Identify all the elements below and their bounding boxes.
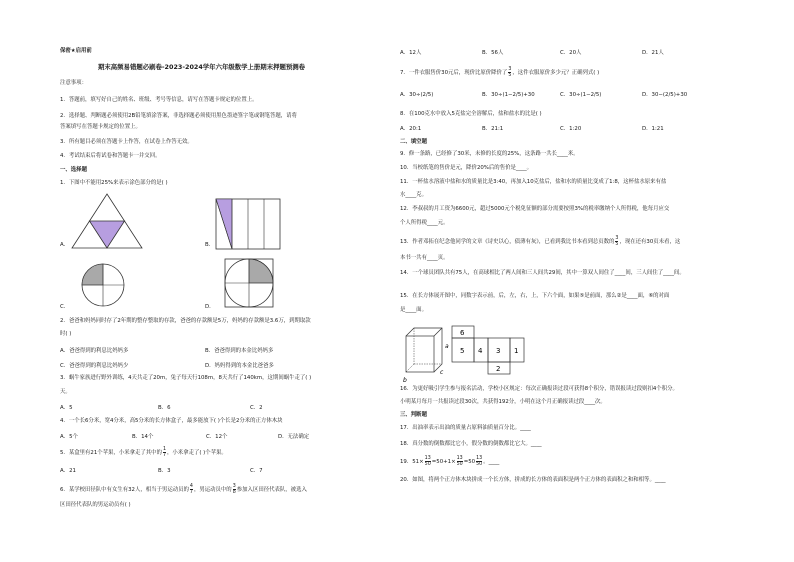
- question-6: [60, 484, 307, 495]
- question-19: [400, 456, 499, 467]
- question-2-cont: 时( ): [60, 331, 72, 337]
- numerator: 13: [456, 456, 463, 461]
- question-13-cont: 本书一共有____页。: [400, 255, 449, 261]
- numerator: 3: [615, 236, 619, 241]
- q13-text-2: ，现在还有30页未看，这: [619, 239, 681, 245]
- question-10: 10．当校纸笔的售价是元，降价20%后的售价是____。: [400, 165, 533, 171]
- question-13: [400, 236, 680, 247]
- q1-option-d: D．: [205, 304, 215, 310]
- q6-text-3: 参加入区田径代表队，被选入: [236, 487, 307, 493]
- question-1: 1．下图中不能用25%来表示涂色部分的是( ): [60, 180, 168, 186]
- q4-option-c: C．12个: [206, 434, 228, 440]
- question-18: 18．真分数的倒数都比它小，假分数的倒数都比它大。____: [400, 441, 542, 447]
- notice-item: 3．所有题目必须在答题卡上作答，在试卷上作答无效。: [60, 139, 193, 145]
- q8-option-d: D．1:21: [642, 126, 664, 132]
- q6-text: 6．某学校田径队中有女生有32人，相当于男运动员的: [60, 487, 189, 493]
- q4-option-d: D．无法确定: [278, 434, 310, 440]
- fraction: [163, 447, 166, 458]
- q7-option-a: A．30÷(2/5): [400, 92, 434, 98]
- fraction: [476, 456, 482, 467]
- question-20: 20．如图，将两个正方体木块拼成一个长方体，拼成的长方体的表面积是两个正方体的表面积之和和相等。____: [400, 477, 666, 483]
- section-fill: 二、填空题: [400, 139, 427, 145]
- q7-option-c: C．30÷(1−2/5): [560, 92, 602, 98]
- question-6-cont: 区田径代表队的男运动员有( ): [60, 502, 131, 508]
- q6-option-a: A．12人: [400, 50, 422, 56]
- q7-option-d: D．30−(2/5)+30: [642, 92, 688, 98]
- fraction: [233, 484, 236, 495]
- question-11: 11．一杯盐水溶液中盐和水的质量比是3:40，再加入10克盐后，盐和水的质量比变成了1:8，这杯盐水原来有盐: [400, 179, 667, 185]
- denominator: 7: [189, 490, 193, 495]
- notice-heading: 注意事项：: [60, 80, 87, 86]
- question-17: 17．出油率表示出油的质量占原料油质量百分比。____: [400, 425, 531, 431]
- section-choice: 一、选择题: [60, 167, 87, 173]
- notice-item: 1．答题前，填写好自己的姓名、班级、考号等信息，请写在答题卡规定的位置上。: [60, 97, 258, 103]
- q19-text: 19．51×: [400, 459, 424, 465]
- q19-text-2: =50+1×: [431, 459, 456, 465]
- q1-option-c: C．: [60, 304, 70, 310]
- denominator: 50: [456, 462, 463, 467]
- q6-text-2: ，男运动员中的: [193, 487, 232, 493]
- question-5: [60, 447, 227, 458]
- notice-item: 答案填写在答题卡规定的位置上。: [60, 124, 141, 130]
- denominator: 5: [615, 242, 619, 247]
- q5-option-c: C．7: [250, 468, 263, 474]
- q2-option-d: D．妈妈得到的本金比爸爸多: [205, 363, 274, 369]
- denominator: 7: [162, 453, 166, 458]
- q3-option-c: C．2: [250, 405, 263, 411]
- question-15-cont: 是____面。: [400, 307, 427, 313]
- q13-text: 13．作者邓拓在纪念他同学的文章《诗史以心，债薄有灰》，已看到我比书本看到总页数的: [400, 239, 615, 245]
- q19-text-3: =50: [463, 459, 476, 465]
- q5-option-b: B．3: [158, 468, 171, 474]
- q6-option-b: B．56人: [482, 50, 504, 56]
- q2-option-b: B．爸爸得到的本金比妈妈多: [205, 348, 274, 354]
- numerator: 13: [476, 456, 483, 461]
- q1-option-b: B．: [205, 242, 215, 248]
- q6-option-c: C．20人: [560, 50, 582, 56]
- cuboid-net-figure: [400, 322, 540, 384]
- triangle-figure: [70, 192, 144, 250]
- q8-option-b: B．21:1: [482, 126, 504, 132]
- denominator: 50: [424, 462, 431, 467]
- net-face-4: 4: [478, 347, 483, 355]
- notice-item: 2．选择题、判断题必须使用2B铅笔填涂答案，非选择题必须使用黑色墨迹签字笔或钢笔答题，请将: [60, 113, 297, 119]
- question-2: 2．爸爸和妈妈同时存了2年期的整存整取的存款，爸爸的存款额是5万，妈妈的存款额是3.6万，到期取款: [60, 318, 311, 324]
- question-14: 14．一个球员团队共有75人，在高球相比了两人间和三人间共29间，其中一算双人间住了____间，三人间住了____间。: [400, 270, 685, 276]
- label-b: b: [403, 377, 407, 384]
- q8-option-a: A．20:1: [400, 126, 422, 132]
- q6-option-d: D．21人: [642, 50, 664, 56]
- net-face-2: 2: [496, 365, 501, 373]
- question-12: 12．李叔叔的月工资为6600元，超过5000元个税免征额的部分需要按照3%的税率缴纳个人所得税，他每月应交: [400, 206, 670, 212]
- q5-text: 5．某盒里有21个苹果，小米拿走了其中的: [60, 450, 162, 456]
- page-title: 期末高频易错题必刷卷-2023-2024学年六年级数学上册期末押题预测卷: [98, 63, 306, 71]
- fraction: [457, 456, 463, 467]
- net-face-1: 1: [514, 347, 519, 355]
- question-15: 15．在长方体展开图中，同数字表示前，后，左，右，上，下六个面，如果⑤是前面，那么②是____面，⑥的对面: [400, 293, 670, 299]
- q2-option-a: A．爸爸得到的利息比妈妈多: [60, 348, 129, 354]
- fraction: [508, 67, 511, 78]
- net-face-5: 5: [460, 347, 465, 355]
- question-11-cont: 水____克。: [400, 192, 427, 198]
- rectangle-figure: [215, 198, 281, 250]
- question-3: 3．蜗牛家族进行野外训练，4天共走了20m，兔子每天行108m，8天共行了140km，这期间蜗牛走了( ): [60, 375, 312, 381]
- question-3-cont: 天。: [60, 389, 71, 395]
- numerator: 4: [189, 484, 193, 489]
- net-face-3: 3: [496, 347, 501, 355]
- q3-option-a: A．5: [60, 405, 73, 411]
- numerator: 3: [232, 484, 236, 489]
- question-16: 16．为更好吸引学生参与报名活动，学校小区规定：每次正确报读过段可获得8个积分，错误报读过段则扣4个积分。: [400, 386, 678, 392]
- denominator: 5: [508, 73, 512, 78]
- q1-option-a: A．: [60, 242, 70, 248]
- question-8: 8．在100克水中放入5克盐完全溶解后，盐和盐水的比是( ): [400, 111, 542, 117]
- denominator: 8: [232, 490, 236, 495]
- numerator: 1: [162, 447, 166, 452]
- numerator: 13: [424, 456, 431, 461]
- label-a: a: [445, 343, 449, 350]
- notice-item: 4．考试结束后将试卷和答题卡一并交回。: [60, 153, 161, 159]
- q7-option-b: B．30÷(1−2/5)+30: [482, 92, 535, 98]
- question-16-cont: 小明某月每月一共报读过段30次，共获得192分，小明在这个月正确报读过段____次。: [400, 399, 606, 405]
- numerator: 3: [508, 67, 512, 72]
- fraction: [190, 484, 193, 495]
- question-12-cont: 个人所得税____元。: [400, 220, 449, 226]
- q7-text-2: ，这件衣服原价多少元？正确列式( ): [512, 70, 600, 76]
- question-7: [400, 67, 599, 78]
- denominator: 50: [476, 462, 483, 467]
- q19-text-4: 。____: [483, 459, 500, 465]
- q2-option-c: C．爸爸得到的利息比妈妈少: [60, 363, 129, 369]
- q8-option-c: C．1:20: [560, 126, 582, 132]
- q4-option-b: B．14个: [132, 434, 154, 440]
- q7-text: 7．一件衣服售价30元后，现价比原价降价了: [400, 70, 508, 76]
- q3-option-b: B．6: [158, 405, 171, 411]
- net-face-6: 6: [460, 329, 465, 337]
- label-c: c: [440, 369, 444, 376]
- fraction: [425, 456, 431, 467]
- q4-option-a: A．5个: [60, 434, 78, 440]
- circle-square-figure-d: [224, 258, 274, 308]
- fraction: [615, 236, 618, 247]
- question-4: 4．一个长6分米，宽4分米，高5分米的长方体盒子，最多能放下( )个长是2分米的正方体木块: [60, 418, 283, 424]
- circle-figure-c: [80, 262, 126, 308]
- secret-label: 保密★启用前: [60, 48, 92, 54]
- section-judge: 三、判断题: [400, 412, 427, 418]
- q5-text-2: ，小米拿走了( )个苹果。: [167, 450, 227, 456]
- question-9: 9．修一条路，已经修了30米，未修的长度的25%，这条路一共长____米。: [400, 151, 579, 157]
- q5-option-a: A．21: [60, 468, 76, 474]
